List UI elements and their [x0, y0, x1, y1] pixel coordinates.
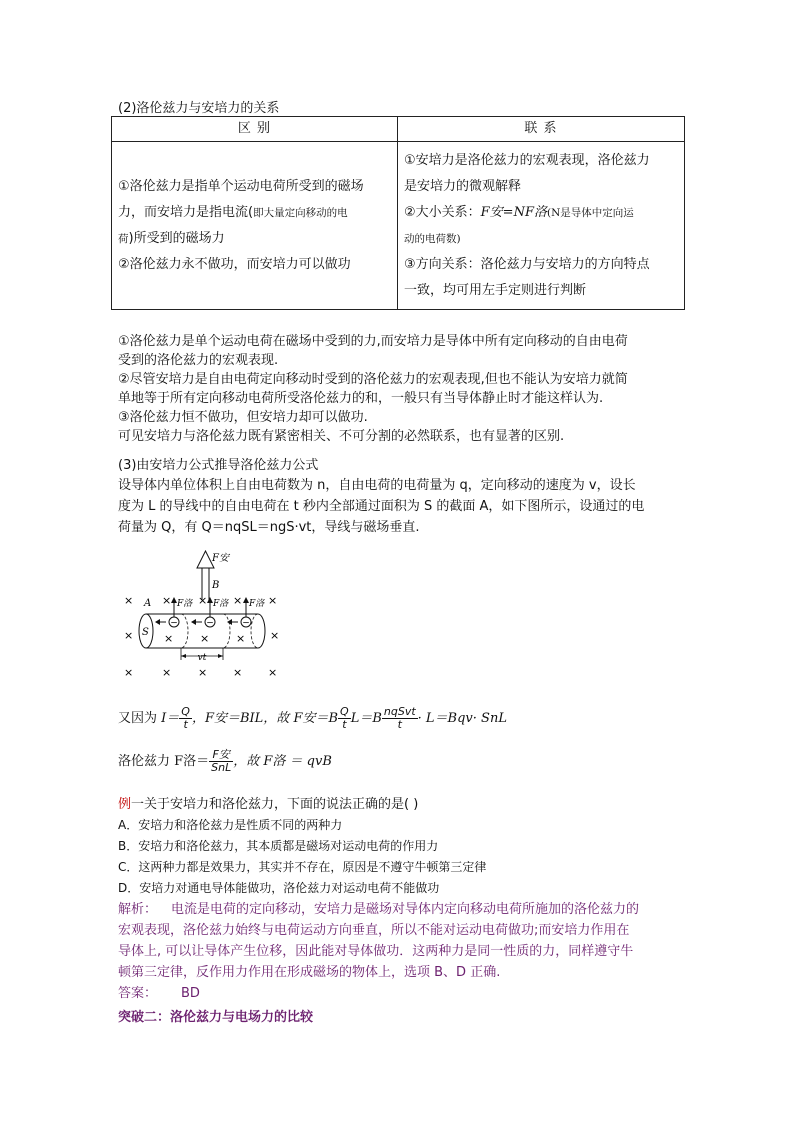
table-cell-relation — [398, 142, 685, 310]
svg-text:×: × — [162, 666, 172, 679]
svg-text:×: × — [200, 632, 210, 645]
svg-text:×: × — [198, 594, 208, 607]
velocity-arrows — [155, 619, 238, 625]
note-line: ②尽管安培力是自由电荷定向移动时受到的洛伦兹力的宏观表现,但也不能认为安培力就简 — [118, 372, 628, 387]
svg-text:×: × — [270, 629, 280, 642]
difference-line-2: 力，而安培力是指电流(即大量定向移动的电 — [118, 204, 348, 220]
derivation-line: 度为 L 的导线中的自由电荷在 t 秒内全部通过面积为 S 的截面 A，如下图所示，设通过的电 — [118, 499, 645, 514]
svg-text:×: × — [268, 666, 278, 679]
notes-block — [118, 332, 628, 446]
option-b: B．安培力和洛伦兹力，其本质都是磁场对运动电荷的作用力 — [118, 839, 439, 853]
section-title-3: (3)由安培力公式推导洛伦兹力公式 — [118, 458, 319, 473]
svg-text:F洛: F洛 — [213, 599, 229, 609]
section-title-2: (2)洛伦兹力与安培力的关系 — [118, 101, 280, 116]
option-d: D．安培力对通电导体能做功，洛伦兹力对运动电荷不能做功 — [118, 881, 440, 895]
example-mark: 例 — [118, 797, 132, 812]
svg-text:×: × — [164, 632, 174, 645]
analysis-text: 宏观表现，洛伦兹力始终与电荷运动方向垂直，所以不能对运动电荷做功;而安培力作用在 — [118, 923, 630, 938]
vt-measure — [181, 648, 223, 663]
difference-line-4: ②洛伦兹力永不做功，而安培力可以做功 — [118, 256, 351, 272]
relation-line-6: 一致，均可用左手定则进行判断 — [404, 282, 587, 298]
cross-section-label: S — [142, 627, 149, 638]
example-options — [118, 815, 486, 899]
ampere-force-label: F安 — [212, 553, 229, 564]
relation-line-2: 是安培力的微观解释 — [404, 178, 522, 194]
note-line: 受到的洛伦兹力的宏观表现. — [118, 353, 279, 368]
option-c: C．这两种力都是效果力，其实并不存在，原因是不遵守牛顿第三定律 — [118, 860, 487, 874]
analysis-text: 导体上, 可以让导体产生位移，因此能对导体做功．这两种力是同一性质的力，同样遵守牛 — [118, 944, 634, 959]
svg-text:F洛: F洛 — [249, 599, 265, 609]
relation-line-5: ③方向关系：洛伦兹力与安培力的方向特点 — [404, 256, 650, 272]
svg-text:×: × — [198, 666, 208, 679]
derivation-line: 荷量为 Q，有 Q＝nqSL＝ngS·vt，导线与磁场垂直. — [118, 520, 420, 535]
charge-1 — [169, 597, 193, 629]
option-a: A．安培力和洛伦兹力是性质不同的两种力 — [118, 818, 343, 832]
svg-text:×: × — [124, 629, 134, 642]
difference-line-3: 荷)所受到的磁场力 — [118, 230, 225, 246]
svg-text:−: − — [170, 618, 178, 629]
charge-3 — [241, 597, 265, 629]
relationship-table — [111, 116, 685, 310]
section-3 — [118, 456, 644, 538]
relation-line-1: ①安培力是洛伦兹力的宏观表现，洛伦兹力 — [404, 152, 650, 168]
svg-text:×: × — [124, 594, 134, 607]
charge-2 — [205, 597, 229, 629]
analysis-text: 电流是电荷的定向移动，安培力是磁场对导体内定向移动电荷所施加的洛伦兹力的 — [171, 902, 640, 917]
breakthrough-heading: 突破二：洛伦兹力与电场力的比较 — [118, 1010, 314, 1025]
svg-text:F洛: F洛 — [177, 599, 193, 609]
svg-text:vt: vt — [197, 653, 207, 663]
analysis-block — [118, 899, 639, 1004]
analysis-label: 解析： — [118, 902, 158, 917]
example-question: 例一关于安培力和洛伦兹力，下面的说法正确的是( ) — [118, 797, 419, 812]
note-line: ①洛伦兹力是单个运动电荷在磁场中受到的力,而安培力是导体中所有定向移动的自由电荷 — [118, 334, 628, 349]
svg-text:×: × — [233, 666, 243, 679]
section-a-label: A — [144, 598, 152, 609]
svg-text:×: × — [236, 632, 246, 645]
svg-text:×: × — [124, 666, 134, 679]
answer-label: 答案： — [118, 986, 158, 1001]
derivation-line: 设导体内单位体积上自由电荷数为 n，自由电荷的电荷量为 q，定向移动的速度为 v，设长 — [118, 478, 636, 493]
note-line: 单地等于所有定向移动电荷所受洛伦兹力的和，一般只有当导体静止时才能这样认为. — [118, 391, 604, 406]
equation-2: 洛伦兹力 F洛＝ $\frac{\text{F安}}{\text{SnL}}$ ，故 F洛 ＝ qvB — [118, 748, 332, 774]
equation-1: 又因为 I＝ $\frac{Q}{t}$ ，F安＝BIL，故 F安＝B $\frac{Q}{t}$ L＝B $\frac{\text{nqSvt}}{t}$ · L＝Bqv· SnL — [118, 705, 507, 731]
svg-text:×: × — [268, 594, 278, 607]
answer-value: BD — [181, 986, 200, 1001]
table-cell-difference — [112, 142, 398, 310]
difference-line-1: ①洛伦兹力是指单个运动电荷所受到的磁场 — [118, 178, 364, 194]
relation-line-3: ②大小关系：F安=NF洛(N是导体中定向运 — [404, 204, 634, 220]
svg-text:−: − — [242, 618, 250, 629]
svg-text:×: × — [162, 594, 172, 607]
conductor-diagram — [118, 548, 308, 683]
svg-text:−: − — [206, 618, 214, 629]
field-label: B — [212, 580, 220, 591]
note-line: ③洛伦兹力恒不做功，但安培力却可以做功. — [118, 410, 368, 425]
analysis-text: 顿第三定律，反作用力作用在形成磁场的物体上，选项 B、D 正确. — [118, 965, 501, 980]
table-header-difference: 区 别 — [112, 117, 398, 142]
table-header-relation: 联 系 — [398, 117, 685, 142]
relation-line-4: 动的电荷数) — [404, 232, 461, 245]
note-line: 可见安培力与洛伦兹力既有紧密相关、不可分割的必然联系，也有显著的区别. — [118, 429, 565, 444]
svg-text:×: × — [233, 594, 243, 607]
